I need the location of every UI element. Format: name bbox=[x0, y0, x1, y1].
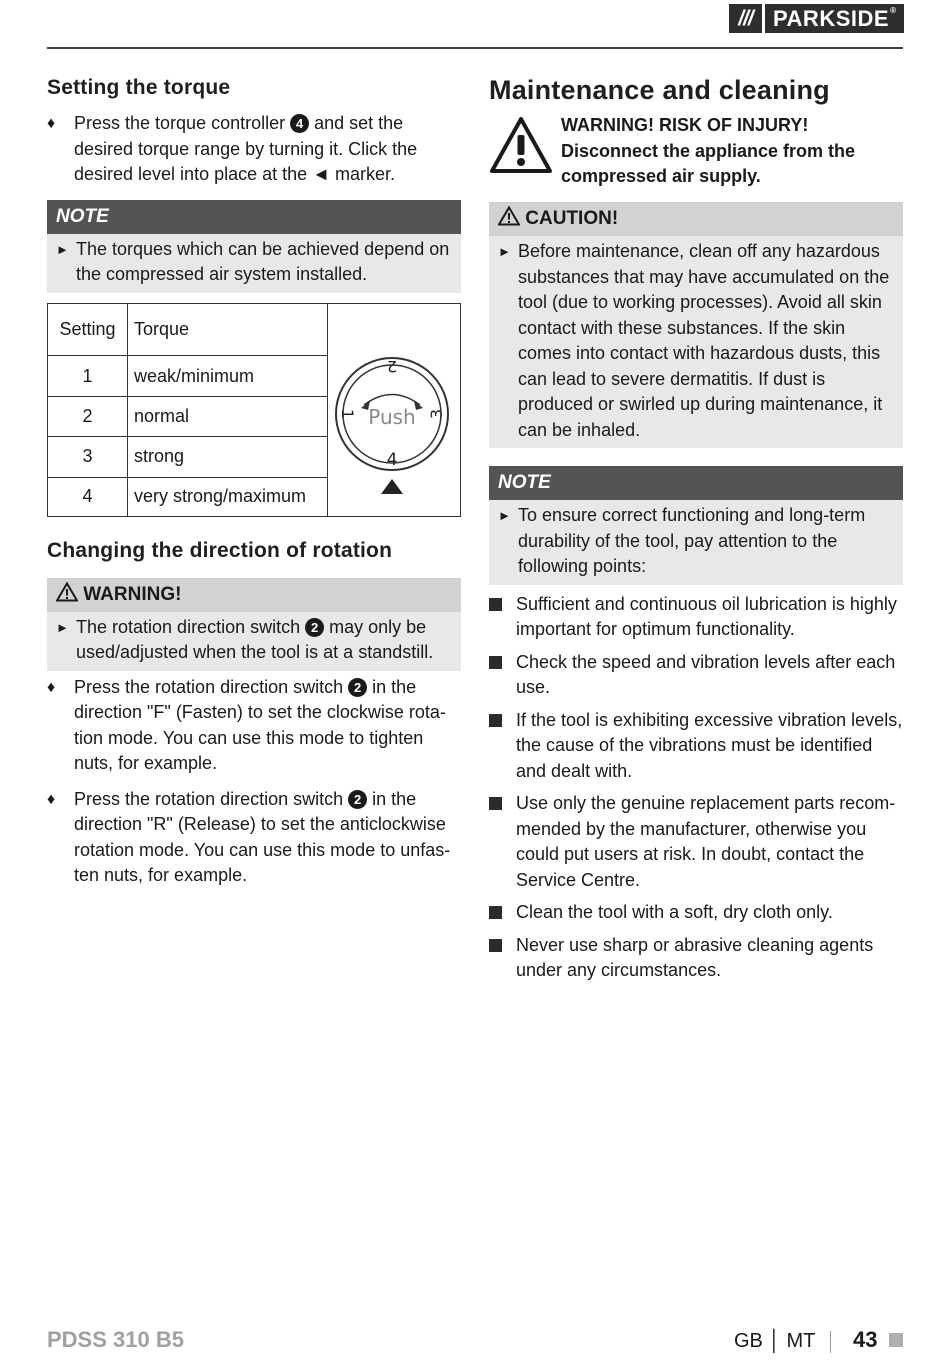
note-title: NOTE bbox=[47, 200, 461, 234]
dial-number-1: 1 bbox=[338, 408, 357, 419]
list-item bbox=[489, 933, 903, 984]
warning-text-b: may only be used/adjusted when the tool is at a standstill. bbox=[76, 616, 434, 662]
warning-body bbox=[47, 612, 461, 671]
brand-name: PARKSIDE bbox=[773, 6, 890, 31]
square-bullet-icon bbox=[489, 656, 502, 669]
warning-item bbox=[56, 615, 453, 666]
footer-divider bbox=[830, 1331, 831, 1353]
table-cell-setting: 4 bbox=[48, 477, 128, 515]
table-row bbox=[48, 396, 328, 436]
note-text: The torques which can be achieved depend on the compressed air system installed. bbox=[76, 238, 450, 284]
ref-number-2: 2 bbox=[305, 618, 324, 637]
injury-warning-text: WARNING! RISK OF INJURY! Disconnect the appliance from the compressed air supply. bbox=[561, 115, 856, 186]
torque-settings-table bbox=[48, 304, 328, 516]
note-item bbox=[498, 503, 895, 580]
list-item-text: Sufficient and continuous oil lubrication is highly important for optimum functionality. bbox=[516, 593, 897, 639]
diamond-bullet-icon: ♦ bbox=[47, 115, 56, 132]
list-item-text: Check the speed and vibration levels after each use. bbox=[516, 651, 896, 697]
dial-push-label: Push bbox=[368, 404, 416, 429]
list-item-text: Use only the genuine replacement parts recom-mended by the manufacturer, otherwise you could put users at risk. In doubt, contact the Service Centre. bbox=[516, 793, 896, 890]
caution-text: Before maintenance, clean off any hazardous substances that may have accumulated on the tool (due to working processes). Avoid all skin contact with these substances. If the skin comes into contact with hazardous dusts, this can lead to severe dermatitis. If dust is produced or swirled up during maintenance, it can be inhaled. bbox=[518, 241, 890, 440]
rotation-heading: Changing the direction of rotation bbox=[47, 538, 393, 562]
list-item bbox=[489, 708, 903, 785]
logo-brand bbox=[765, 4, 904, 33]
arrow-bullet-icon: ► bbox=[498, 244, 511, 259]
arrow-bullet-icon: ► bbox=[56, 619, 69, 635]
warning-box bbox=[47, 578, 461, 671]
square-bullet-icon bbox=[489, 714, 502, 727]
footer-square-marker bbox=[889, 1333, 903, 1347]
registered-mark: ® bbox=[890, 6, 897, 15]
footer-languages: GB │ MT bbox=[734, 1330, 816, 1352]
caution-item bbox=[498, 239, 895, 443]
warning-text-a: The rotation direction switch bbox=[76, 616, 306, 637]
dial-number-4: 4 bbox=[386, 449, 398, 470]
table-cell-setting: 2 bbox=[48, 396, 128, 436]
warning-triangle-icon bbox=[498, 206, 520, 226]
table-cell-torque: very strong/maximum bbox=[128, 477, 328, 515]
table-cell-torque: strong bbox=[128, 437, 328, 477]
ref-number-2: 2 bbox=[348, 790, 367, 809]
table-header-setting: Setting bbox=[48, 304, 128, 356]
rotation-step-text-b: in the direction "R" (Release) to set the anticlockwise rotation mode. You can use this mode to unfas-ten nuts, for example. bbox=[74, 788, 451, 885]
maintenance-points bbox=[489, 592, 903, 984]
dial-marker-triangle bbox=[381, 479, 403, 494]
ref-number-4: 4 bbox=[290, 114, 309, 133]
note-body bbox=[47, 234, 461, 293]
torque-dial-svg bbox=[328, 304, 458, 514]
square-bullet-icon bbox=[489, 797, 502, 810]
list-item bbox=[489, 650, 903, 701]
parkside-logo bbox=[729, 4, 904, 33]
caution-box bbox=[489, 202, 903, 448]
square-bullet-icon bbox=[489, 598, 502, 611]
caution-body bbox=[489, 236, 903, 448]
table-header-row bbox=[48, 304, 328, 356]
ref-number-2: 2 bbox=[348, 678, 367, 697]
page-number: 43 bbox=[853, 1327, 878, 1352]
diamond-bullet-icon: ♦ bbox=[47, 790, 56, 808]
table-cell-setting: 1 bbox=[48, 356, 128, 396]
maintenance-heading: Maintenance and cleaning bbox=[489, 75, 830, 105]
warning-triangle-icon bbox=[489, 116, 553, 174]
caution-title: CAUTION! bbox=[525, 208, 619, 229]
caution-header bbox=[489, 202, 903, 236]
header-rule bbox=[47, 47, 903, 49]
logo-stripes: /// bbox=[729, 4, 762, 33]
injury-warning bbox=[489, 113, 903, 191]
note-title: NOTE bbox=[489, 466, 903, 500]
note-box bbox=[47, 200, 461, 293]
list-item-text: If the tool is exhibiting excessive vibration levels, the cause of the vibrations must be identified and dealt with. bbox=[516, 709, 903, 781]
warning-title: WARNING! bbox=[83, 583, 182, 605]
dial-number-3: 3 bbox=[427, 408, 446, 419]
arrow-bullet-icon: ► bbox=[56, 241, 69, 257]
torque-dial-illustration bbox=[328, 304, 460, 516]
torque-table bbox=[47, 303, 461, 517]
list-item bbox=[489, 791, 903, 893]
table-cell-torque: weak/minimum bbox=[128, 356, 328, 396]
list-item-text: Clean the tool with a soft, dry cloth only. bbox=[516, 902, 833, 922]
left-column bbox=[47, 60, 461, 889]
torque-step bbox=[47, 111, 461, 188]
note-box bbox=[489, 466, 903, 585]
warning-header bbox=[47, 578, 461, 612]
right-column bbox=[489, 60, 903, 984]
dial-number-2: 2 bbox=[386, 356, 398, 376]
list-item bbox=[489, 592, 903, 643]
table-cell-torque: normal bbox=[128, 396, 328, 436]
arrow-bullet-icon: ► bbox=[498, 508, 511, 523]
table-header-torque: Torque bbox=[128, 304, 328, 356]
rotation-step-release bbox=[47, 787, 461, 889]
warning-triangle-icon bbox=[56, 582, 78, 602]
table-row bbox=[48, 356, 328, 396]
square-bullet-icon bbox=[489, 939, 502, 952]
torque-step-text-b: and set the desired torque range by turning it. Click the desired level into place at the ◄ marker. bbox=[74, 113, 418, 184]
list-item bbox=[489, 900, 903, 926]
footer-model-number: PDSS 310 B5 bbox=[47, 1327, 184, 1352]
rotation-step-fasten bbox=[47, 675, 461, 777]
rotation-step-text-b: in the direction "F" (Fasten) to set the clockwise rota-tion mode. You can use this mode to tighten nuts, for example. bbox=[74, 676, 446, 773]
list-item-text: Never use sharp or abrasive cleaning agents under any circumstances. bbox=[516, 934, 874, 980]
torque-step-text-a: Press the torque controller bbox=[74, 113, 291, 133]
table-cell-setting: 3 bbox=[48, 437, 128, 477]
table-row bbox=[48, 477, 328, 515]
rotation-step-text-a: Press the rotation direction switch bbox=[74, 676, 349, 697]
note-text: To ensure correct functioning and long-term durability of the tool, pay attention to the following points: bbox=[518, 505, 866, 576]
square-bullet-icon bbox=[489, 906, 502, 919]
rotation-step-text-a: Press the rotation direction switch bbox=[74, 788, 349, 809]
table-row bbox=[48, 437, 328, 477]
note-item bbox=[56, 237, 453, 288]
diamond-bullet-icon: ♦ bbox=[47, 678, 56, 696]
note-body bbox=[489, 500, 903, 585]
torque-heading: Setting the torque bbox=[47, 76, 231, 99]
dial-arc-arrow bbox=[364, 394, 420, 405]
